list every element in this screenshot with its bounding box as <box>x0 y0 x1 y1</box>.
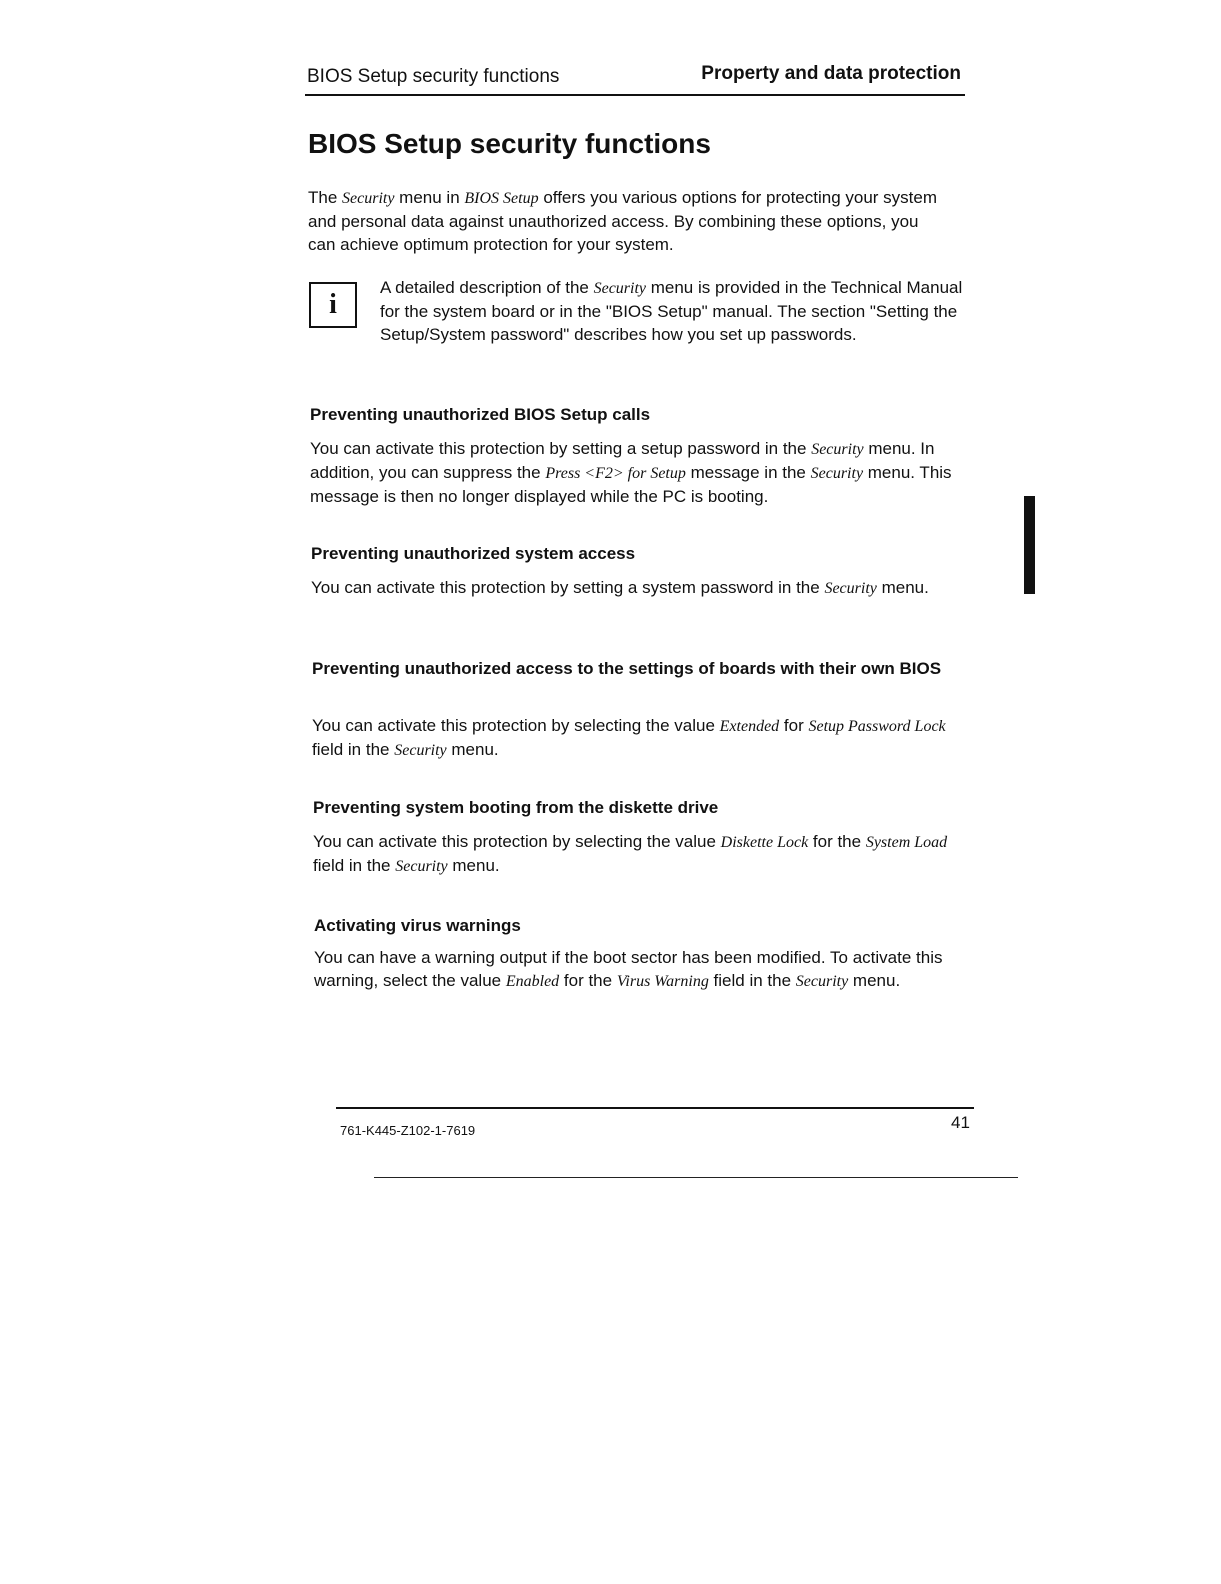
footer-divider <box>336 1107 974 1109</box>
header-chapter-title: Property and data protection <box>701 63 961 84</box>
document-number: 761-K445-Z102-1-7619 <box>340 1123 476 1138</box>
chapter-thumb-tab <box>1024 496 1035 594</box>
info-icon: i <box>309 282 357 328</box>
running-header <box>305 60 965 96</box>
intro-paragraph: The Security menu in BIOS Setup offers you various options for protecting your system and personal data against unauthorized access. By combining these options, you can achieve optimum protection for your system. <box>308 188 938 254</box>
section-body-system-access: You can activate this protection by setting a system password in the Security menu. <box>311 578 929 597</box>
section-heading-bios-setup-calls: Preventing unauthorized BIOS Setup calls <box>310 405 651 424</box>
section-body-board-bios: You can activate this protection by selecting the value Extended for Setup Password Lock field in the Security menu. <box>312 716 946 759</box>
section-heading-virus-warnings: Activating virus warnings <box>314 916 521 935</box>
section-body-virus-warnings: You can have a warning output if the boot sector has been modified. To activate this warning, select the value Enabled for the Virus Warning field in the Security menu. <box>314 948 943 990</box>
section-body-bios-setup-calls: You can activate this protection by setting a setup password in the Security menu. In addition, you can suppress the Press <F2> for Setup message in the Security menu. This message is then no longer displayed while the PC is booting. <box>310 439 952 506</box>
info-note-text: A detailed description of the Security menu is provided in the Technical Manual for the system board or in the "BIOS Setup" manual. The section "Setting the Setup/System password" describes how you set up passwords. <box>380 278 963 344</box>
section-body-diskette-boot: You can activate this protection by selecting the value Diskette Lock for the System Load field in the Security menu. <box>313 832 948 875</box>
section-heading-board-bios: Preventing unauthorized access to the settings of boards with their own BIOS <box>312 659 942 678</box>
header-section-title: BIOS Setup security functions <box>307 66 560 87</box>
page-title: BIOS Setup security functions <box>308 128 711 159</box>
page-edge-line <box>374 1177 1018 1178</box>
section-heading-diskette-boot: Preventing system booting from the diskette drive <box>313 798 719 817</box>
page-number: 41 <box>951 1113 970 1132</box>
section-heading-system-access: Preventing unauthorized system access <box>311 544 636 563</box>
